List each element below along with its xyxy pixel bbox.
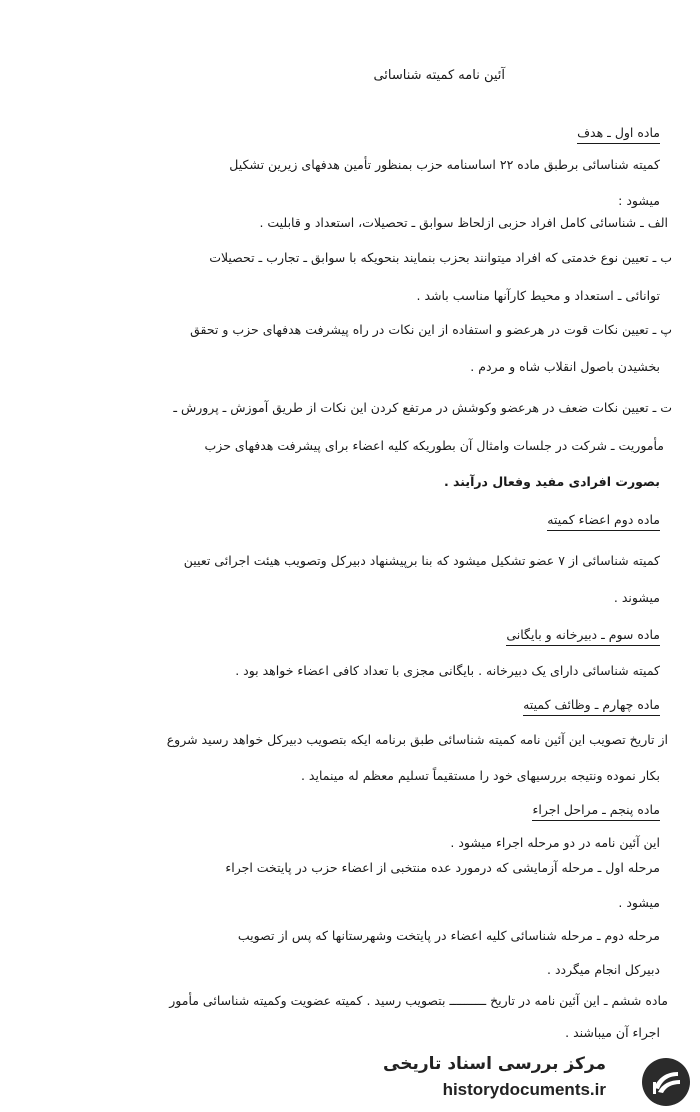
- article1-clause-alef: الف ـ شناسائی کامل افراد حزبی ازلحاظ سوابق ـ تحصیلات، استعداد و قابلیت .: [259, 215, 668, 230]
- article2-text-line1: کمیته شناسائی از ۷ عضو تشکیل میشود که بنا برپیشنهاد دبیرکل وتصویب هیئت اجرائی تعیین: [183, 553, 660, 568]
- history-documents-logo-icon: [640, 1056, 692, 1108]
- article5-heading: ماده پنجم ـ مراحل اجراء: [532, 802, 660, 821]
- article3-text-line1: کمیته شناسائی دارای یک دبیرخانه . بایگانی مجزی با تعداد کافی اعضاء خواهد بود .: [235, 663, 660, 678]
- watermark-title: مرکز بررسی اسناد تاریخی: [383, 1054, 606, 1074]
- article4-text-line2: بکار نموده ونتیجه بررسیهای خود را مستقیماً تسلیم معظم له مینماید .: [300, 768, 660, 783]
- article3-heading: ماده سوم ـ دبیرخانه و بایگانی: [506, 627, 660, 646]
- article1-heading: ماده اول ـ هدف: [577, 125, 660, 144]
- article1-intro-line1: کمیته شناسائی برطبق ماده ۲۲ اساسنامه حزب بمنظور تأمین هدفهای زیرین تشکیل: [229, 157, 660, 172]
- watermark-url: historydocuments.ir: [442, 1080, 606, 1099]
- article6-text-line2: اجراء آن میباشند .: [565, 1025, 660, 1040]
- article5-stage1-line2: میشود .: [618, 895, 660, 910]
- article5-stage1-line1: مرحله اول ـ مرحله آزمایشی که درمورد عده منتخبی از اعضاء حزب در پایتخت اجراء: [225, 860, 660, 875]
- article1-clause-pe-line1: پ ـ تعیین نکات قوت در هرعضو و استفاده از این نکات در راه پیشرفت هدفهای حزب و تحقق: [190, 322, 672, 337]
- article2-text-line2: میشوند .: [613, 590, 660, 605]
- document-title: آئین نامه کمیته شناسائی: [373, 68, 505, 83]
- article1-clause-te-line2: مأموریت ـ شرکت در جلسات وامثال آن بطوریکه کلیه اعضاء برای پیشرفت هدفهای حزب: [204, 438, 664, 453]
- article1-clause-pe-line2: بخشیدن باصول انقلاب شاه و مردم .: [470, 359, 660, 374]
- watermark: [383, 1054, 698, 1109]
- article1-clause-be-line2: توانائی ـ استعداد و محیط کارآنها مناسب باشد .: [416, 288, 660, 303]
- article5-stage2-line1: مرحله دوم ـ مرحله شناسائی کلیه اعضاء در پایتخت وشهرستانها که پس از تصویب: [237, 928, 660, 943]
- article5-stage2-line2: دبیرکل انجام میگردد .: [547, 962, 660, 977]
- article4-heading: ماده چهارم ـ وظائف کمیته: [523, 697, 660, 716]
- article2-heading: ماده دوم اعضاء کمیته: [547, 512, 660, 531]
- article1-intro-line2: میشود :: [618, 193, 660, 208]
- article4-text-line1: از تاریخ تصویب این آئین نامه کمیته شناسائی طبق برنامه ایکه بتصویب دبیرکل خواهد رسید شروع: [166, 732, 668, 747]
- article6-text-line1: ماده ششم ـ این آئین نامه در تاریخ ــــــــــ بتصویب رسید . کمیته عضویت وکمیته شناسائی مأمور: [169, 993, 668, 1008]
- article5-text-line1: این آئین نامه در دو مرحله اجراء میشود .: [450, 835, 660, 850]
- article1-clause-te-line1: ت ـ تعیین نکات ضعف در هرعضو وکوشش در مرتفع کردن این نکات از طریق آموزش ـ پرورش ـ: [173, 400, 672, 415]
- article1-clause-te-line3: بصورت افرادی مفید وفعال درآیند .: [443, 474, 660, 489]
- article1-clause-be-line1: ب ـ تعیین نوع خدمتی که افراد میتوانند بحزب بنمایند بنحویکه با سوابق ـ تجارب ـ تحصیلات: [209, 250, 672, 265]
